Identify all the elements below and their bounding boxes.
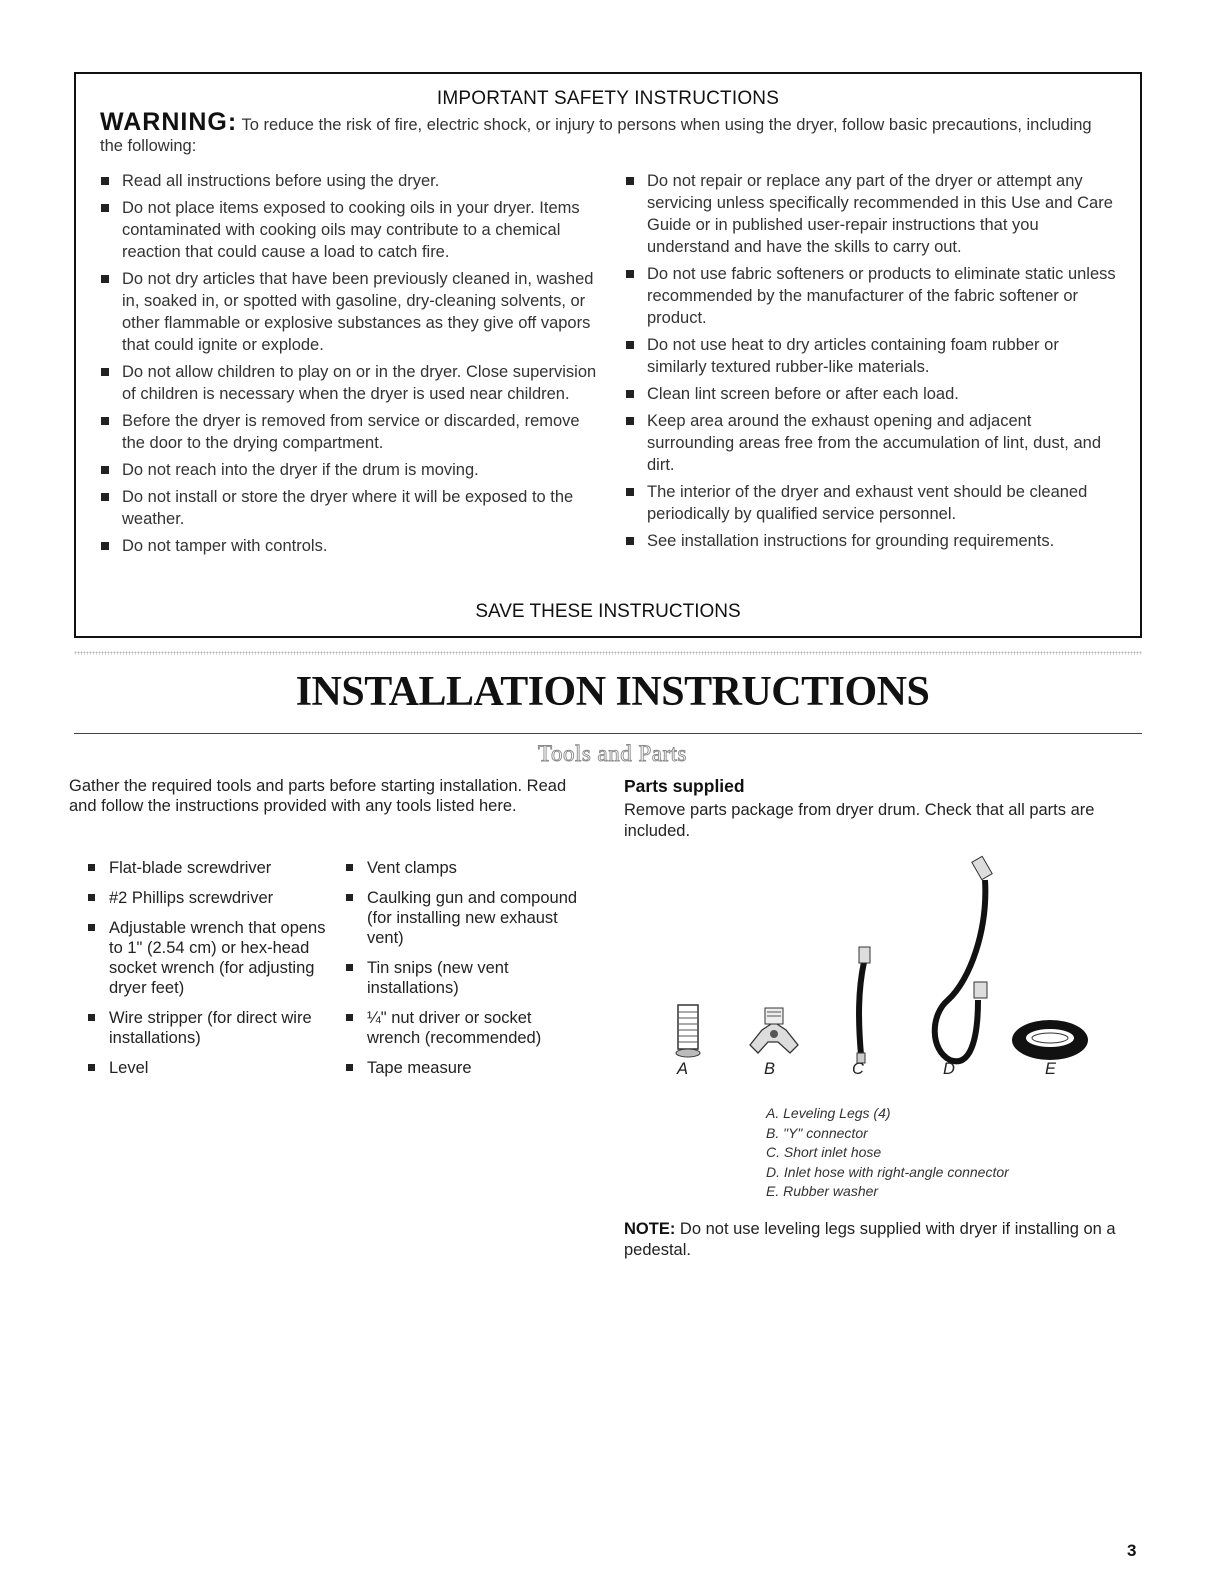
list-item: The interior of the dryer and exhaust vent should be cleaned periodically by qualified service personnel.: [620, 481, 1120, 525]
bullet-icon: [346, 1014, 353, 1021]
save-instructions-title: SAVE THESE INSTRUCTIONS: [475, 601, 741, 622]
list-item: Do not reach into the dryer if the drum is moving.: [95, 459, 600, 481]
installation-heading: INSTALLATION INSTRUCTIONS: [295, 669, 930, 715]
list-item: Read all instructions before using the dryer.: [95, 170, 600, 192]
bullet-icon: [101, 466, 109, 474]
bullet-icon: [346, 894, 353, 901]
list-item: Adjustable wrench that opens to 1" (2.54 cm) or hex-head socket wrench (for adjusting dryer feet): [69, 918, 329, 998]
list-item: Keep area around the exhaust opening and adjacent surrounding areas free from the accumulation of lint, dust, and dirt.: [620, 410, 1120, 476]
short-inlet-hose-icon: [857, 947, 870, 1063]
safety-title: IMPORTANT SAFETY INSTRUCTIONS: [436, 88, 780, 109]
note-paragraph: [624, 1219, 1144, 1261]
warning-label: WARNING:: [100, 108, 238, 136]
legend-item: A. Leveling Legs (4): [766, 1105, 891, 1121]
list-item: Before the dryer is removed from service or discarded, remove the door to the drying compartment.: [95, 410, 600, 454]
parts-supplied-text: Remove parts package from dryer drum. Check that all parts are included.: [624, 801, 1095, 840]
bullet-icon: [346, 964, 353, 971]
part-label: B: [764, 1060, 776, 1078]
heading-rule: [74, 733, 1142, 734]
tools-and-parts-heading: Tools and Parts: [538, 741, 687, 766]
note-label: NOTE:: [624, 1220, 676, 1238]
bullet-icon: [626, 488, 634, 496]
tools-list-right: [327, 858, 587, 1088]
list-item: Tape measure: [327, 1058, 587, 1078]
bullet-icon: [88, 864, 95, 871]
list-item: Clean lint screen before or after each load.: [620, 383, 1120, 405]
bullet-icon: [101, 493, 109, 501]
list-item: Do not allow children to play on or in the dryer. Close supervision of children is necessary when the dryer is used near children.: [95, 361, 600, 405]
warning-paragraph: [100, 108, 1114, 157]
legend-item: E. Rubber washer: [766, 1183, 879, 1199]
legend-item: C. Short inlet hose: [766, 1144, 882, 1160]
safety-list-left: [95, 170, 600, 562]
dotted-divider: [74, 651, 1142, 655]
warning-text: To reduce the risk of fire, electric shock, or injury to persons when using the dryer, follow basic precautions, including the following:: [100, 116, 1092, 155]
bullet-icon: [626, 270, 634, 278]
list-item: Flat-blade screwdriver: [69, 858, 329, 878]
safety-list-right: [620, 170, 1120, 557]
legend-item: B. "Y" connector: [766, 1124, 868, 1141]
bullet-icon: [88, 924, 95, 931]
bullet-icon: [88, 1014, 95, 1021]
parts-illustration: [640, 850, 1120, 1090]
parts-supplied-heading: Parts supplied: [624, 776, 745, 796]
bullet-icon: [88, 1064, 95, 1071]
list-item: Do not use heat to dry articles containing foam rubber or similarly textured rubber-like materials.: [620, 334, 1120, 378]
bullet-icon: [626, 177, 634, 185]
list-item: See installation instructions for grounding requirements.: [620, 530, 1120, 552]
page-number: 3: [1127, 1541, 1137, 1560]
list-item: Do not use fabric softeners or products to eliminate static unless recommended by the manufacturer of the fabric softener or product.: [620, 263, 1120, 329]
leveling-leg-icon: [676, 1005, 700, 1057]
bullet-icon: [101, 368, 109, 376]
bullet-icon: [101, 275, 109, 283]
list-item: Do not install or store the dryer where it will be exposed to the weather.: [95, 486, 600, 530]
tools-list-left: [69, 858, 329, 1088]
part-label: E: [1045, 1060, 1057, 1078]
bullet-icon: [101, 417, 109, 425]
list-item: ¼" nut driver or socket wrench (recommended): [327, 1008, 587, 1048]
bullet-icon: [88, 894, 95, 901]
part-label: A: [677, 1060, 689, 1078]
bullet-icon: [346, 1064, 353, 1071]
list-item: Caulking gun and compound (for installing new exhaust vent): [327, 888, 587, 948]
list-item: Do not tamper with controls.: [95, 535, 600, 557]
bullet-icon: [626, 537, 634, 545]
y-connector-icon: [750, 1008, 798, 1053]
list-item: Level: [69, 1058, 329, 1078]
part-label: C: [852, 1060, 864, 1078]
bullet-icon: [626, 390, 634, 398]
bullet-icon: [626, 417, 634, 425]
list-item: Tin snips (new vent installations): [327, 958, 587, 998]
bullet-icon: [626, 341, 634, 349]
bullet-icon: [101, 177, 109, 185]
parts-drawing: [640, 850, 1120, 1090]
parts-legend: [766, 1104, 1009, 1202]
note-text: Do not use leveling legs supplied with dryer if installing on a pedestal.: [624, 1220, 1116, 1259]
bullet-icon: [346, 864, 353, 871]
safety-instructions-box: [74, 72, 1142, 638]
list-item: Do not place items exposed to cooking oils in your dryer. Items contaminated with cooking oils may contribute to a chemical reaction that could cause a load to catch fire.: [95, 197, 600, 263]
part-label: D: [943, 1060, 955, 1078]
inlet-hose-icon: [935, 856, 992, 1061]
bullet-icon: [101, 204, 109, 212]
list-item: Vent clamps: [327, 858, 587, 878]
list-item: Do not repair or replace any part of the dryer or attempt any servicing unless specifically recommended in this Use and Care Guide or in published user-repair instructions that you understand and have the skills to carry out.: [620, 170, 1120, 258]
list-item: Wire stripper (for direct wire installations): [69, 1008, 329, 1048]
tools-intro: Gather the required tools and parts before starting installation. Read and follow the instructions provided with any tools listed here.: [69, 777, 567, 815]
bullet-icon: [101, 542, 109, 550]
list-item: #2 Phillips screwdriver: [69, 888, 329, 908]
rubber-washer-icon: [1012, 1020, 1088, 1060]
legend-item: D. Inlet hose with right-angle connector: [766, 1163, 1009, 1180]
list-item: Do not dry articles that have been previously cleaned in, washed in, soaked in, or spotted with gasoline, dry-cleaning solvents, or other flammable or explosive substances as they give off vapors that could ignite or explode.: [95, 268, 600, 356]
